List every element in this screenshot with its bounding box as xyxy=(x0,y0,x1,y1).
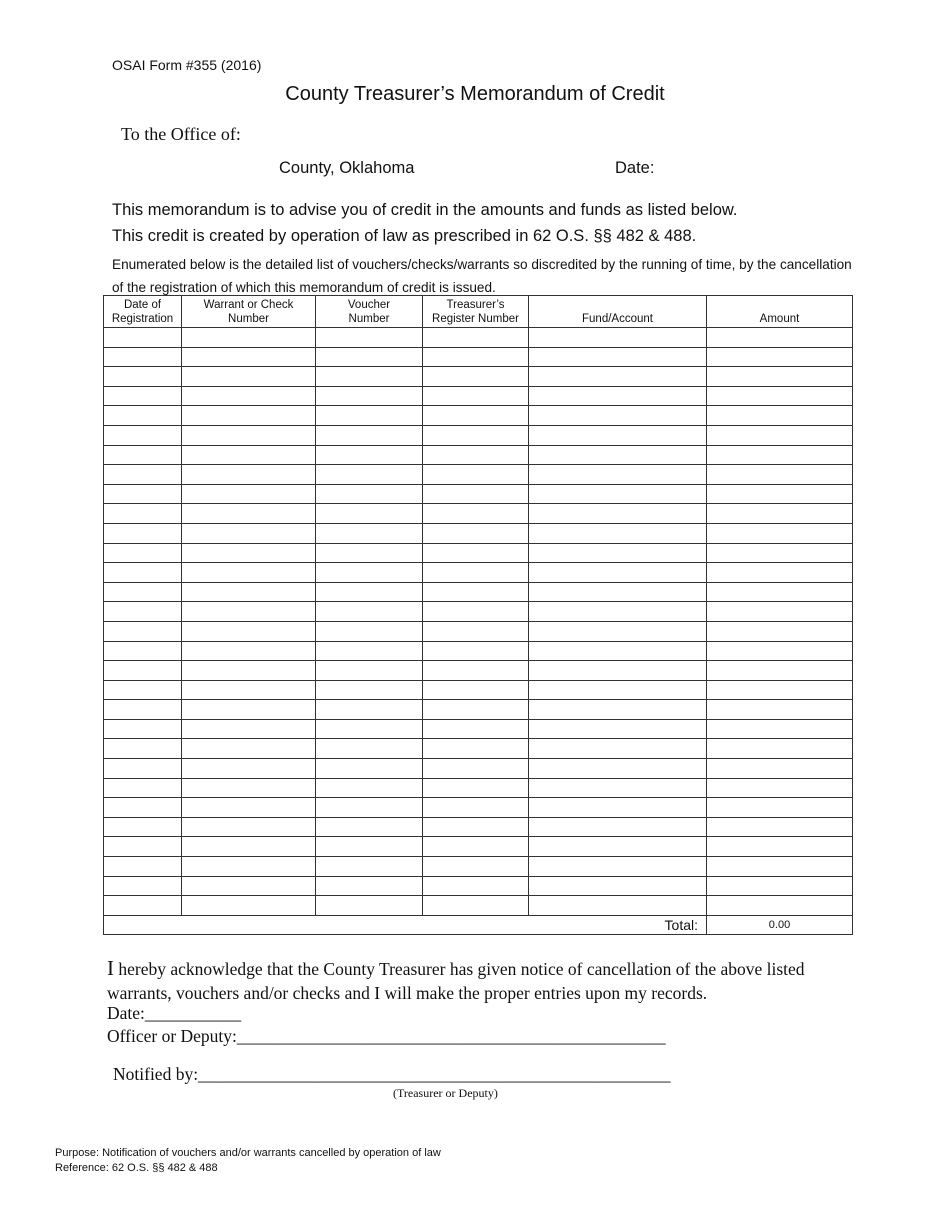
voucher-cell[interactable] xyxy=(316,425,423,445)
table-row xyxy=(104,465,853,485)
amount-cell[interactable] xyxy=(707,817,853,837)
date-cell[interactable] xyxy=(104,680,182,700)
table-row xyxy=(104,778,853,798)
amount-cell[interactable] xyxy=(707,445,853,465)
voucher-cell[interactable] xyxy=(316,445,423,465)
office-label: To the Office of: xyxy=(121,124,241,144)
intro-line-1: This memorandum is to advise you of credit in the amounts and funds as listed below. xyxy=(112,201,738,219)
register-cell[interactable] xyxy=(423,641,529,661)
date-cell[interactable] xyxy=(104,406,182,426)
voucher-cell[interactable] xyxy=(316,837,423,857)
voucher-cell[interactable] xyxy=(316,406,423,426)
intro-line-3: Enumerated below is the detailed list of vouchers/checks/warrants so discredited by the running of time, by the cancellation of the registration of which this memorandum of credit is issued. xyxy=(112,257,852,295)
voucher-cell[interactable] xyxy=(316,641,423,661)
amount-cell[interactable] xyxy=(707,563,853,583)
amount-cell[interactable] xyxy=(707,876,853,896)
date-cell[interactable] xyxy=(104,484,182,504)
warrant-cell[interactable] xyxy=(182,347,316,367)
date-cell[interactable] xyxy=(104,425,182,445)
column-header-line: Date of xyxy=(123,299,162,311)
fund-cell[interactable] xyxy=(529,563,707,583)
amount-cell[interactable] xyxy=(707,328,853,348)
warrant-cell[interactable] xyxy=(182,857,316,877)
voucher-cell[interactable] xyxy=(316,719,423,739)
amount-cell[interactable] xyxy=(707,465,853,485)
table-row xyxy=(104,857,853,877)
date-cell[interactable] xyxy=(104,523,182,543)
warrant-cell[interactable] xyxy=(182,465,316,485)
date-cell[interactable] xyxy=(104,621,182,641)
voucher-cell[interactable] xyxy=(316,759,423,779)
fund-cell[interactable] xyxy=(529,700,707,720)
warrant-cell[interactable] xyxy=(182,719,316,739)
table-row xyxy=(104,759,853,779)
table-row xyxy=(104,445,853,465)
date-cell[interactable] xyxy=(104,347,182,367)
voucher-cell[interactable] xyxy=(316,798,423,818)
table-header-row xyxy=(104,296,853,328)
fund-cell[interactable] xyxy=(529,504,707,524)
voucher-cell[interactable] xyxy=(316,857,423,877)
register-cell[interactable] xyxy=(423,602,529,622)
register-cell[interactable] xyxy=(423,386,529,406)
fund-cell[interactable] xyxy=(529,876,707,896)
register-cell[interactable] xyxy=(423,837,529,857)
table-row xyxy=(104,406,853,426)
voucher-cell[interactable] xyxy=(316,504,423,524)
date-cell[interactable] xyxy=(104,543,182,563)
warrant-cell[interactable] xyxy=(182,876,316,896)
table-row xyxy=(104,837,853,857)
warrant-cell[interactable] xyxy=(182,700,316,720)
warrant-cell[interactable] xyxy=(182,680,316,700)
table-row xyxy=(104,817,853,837)
total-value: 0.00 xyxy=(707,915,853,934)
table-row xyxy=(104,504,853,524)
date-cell[interactable] xyxy=(104,719,182,739)
footer-reference: Reference: 62 O.S. §§ 482 & 488 xyxy=(55,1162,218,1174)
warrant-cell[interactable] xyxy=(182,543,316,563)
column-header-warrant xyxy=(182,296,316,328)
register-cell[interactable] xyxy=(423,367,529,387)
voucher-cell[interactable] xyxy=(316,896,423,916)
register-cell[interactable] xyxy=(423,504,529,524)
fund-cell[interactable] xyxy=(529,367,707,387)
voucher-cell[interactable] xyxy=(316,739,423,759)
warrant-cell[interactable] xyxy=(182,837,316,857)
date-cell[interactable] xyxy=(104,445,182,465)
column-header-line: Number xyxy=(228,313,269,325)
table-row xyxy=(104,347,853,367)
date-cell[interactable] xyxy=(104,602,182,622)
date-cell[interactable] xyxy=(104,328,182,348)
voucher-cell[interactable] xyxy=(316,543,423,563)
notified-by-field[interactable]: Notified by:______________________________________________________ xyxy=(113,1064,671,1084)
register-cell[interactable] xyxy=(423,406,529,426)
voucher-cell[interactable] xyxy=(316,465,423,485)
acknowledgement-initial: I xyxy=(107,956,114,980)
date-cell[interactable] xyxy=(104,896,182,916)
date-cell[interactable] xyxy=(104,739,182,759)
voucher-cell[interactable] xyxy=(316,778,423,798)
voucher-cell[interactable] xyxy=(316,876,423,896)
table-row xyxy=(104,739,853,759)
amount-cell[interactable] xyxy=(707,739,853,759)
fund-cell[interactable] xyxy=(529,602,707,622)
warrant-cell[interactable] xyxy=(182,817,316,837)
table-row xyxy=(104,876,853,896)
date-cell[interactable] xyxy=(104,582,182,602)
register-cell[interactable] xyxy=(423,857,529,877)
register-cell[interactable] xyxy=(423,347,529,367)
register-cell[interactable] xyxy=(423,896,529,916)
date-cell[interactable] xyxy=(104,386,182,406)
amount-cell[interactable] xyxy=(707,798,853,818)
warrant-cell[interactable] xyxy=(182,896,316,916)
date-cell[interactable] xyxy=(104,837,182,857)
warrant-cell[interactable] xyxy=(182,621,316,641)
warrant-cell[interactable] xyxy=(182,328,316,348)
voucher-cell[interactable] xyxy=(316,817,423,837)
county-label: County, Oklahoma xyxy=(279,159,415,177)
table-row xyxy=(104,563,853,583)
fund-cell[interactable] xyxy=(529,465,707,485)
officer-signature-field[interactable]: Officer or Deputy:_________________________________________________ xyxy=(107,1026,666,1046)
warrant-cell[interactable] xyxy=(182,739,316,759)
amount-cell[interactable] xyxy=(707,896,853,916)
fund-cell[interactable] xyxy=(529,484,707,504)
date-cell[interactable] xyxy=(104,876,182,896)
fund-cell[interactable] xyxy=(529,661,707,681)
amount-cell[interactable] xyxy=(707,621,853,641)
table-row xyxy=(104,367,853,387)
acknowledgement-text xyxy=(107,956,867,1005)
fund-cell[interactable] xyxy=(529,680,707,700)
register-cell[interactable] xyxy=(423,484,529,504)
table-row xyxy=(104,641,853,661)
fund-cell[interactable] xyxy=(529,425,707,445)
fund-cell[interactable] xyxy=(529,347,707,367)
amount-cell[interactable] xyxy=(707,347,853,367)
column-header-amount xyxy=(707,296,853,328)
amount-cell[interactable] xyxy=(707,386,853,406)
table-row xyxy=(104,386,853,406)
column-header-fund xyxy=(529,296,707,328)
table-row xyxy=(104,582,853,602)
warrant-cell[interactable] xyxy=(182,386,316,406)
table-row xyxy=(104,484,853,504)
warrant-cell[interactable] xyxy=(182,563,316,583)
column-header-line: Registration xyxy=(111,313,174,325)
date-cell[interactable] xyxy=(104,465,182,485)
voucher-cell[interactable] xyxy=(316,621,423,641)
warrant-cell[interactable] xyxy=(182,425,316,445)
fund-cell[interactable] xyxy=(529,857,707,877)
date-cell[interactable] xyxy=(104,367,182,387)
voucher-cell[interactable] xyxy=(316,563,423,583)
fund-cell[interactable] xyxy=(529,543,707,563)
ledger-table xyxy=(103,295,853,935)
register-cell[interactable] xyxy=(423,582,529,602)
voucher-cell[interactable] xyxy=(316,328,423,348)
date-cell[interactable] xyxy=(104,563,182,583)
fund-cell[interactable] xyxy=(529,778,707,798)
fund-cell[interactable] xyxy=(529,406,707,426)
amount-cell[interactable] xyxy=(707,425,853,445)
fund-cell[interactable] xyxy=(529,386,707,406)
amount-cell[interactable] xyxy=(707,778,853,798)
warrant-cell[interactable] xyxy=(182,641,316,661)
form-id: OSAI Form #355 (2016) xyxy=(112,57,262,73)
amount-cell[interactable] xyxy=(707,582,853,602)
fund-cell[interactable] xyxy=(529,621,707,641)
amount-cell[interactable] xyxy=(707,543,853,563)
register-cell[interactable] xyxy=(423,425,529,445)
column-header-line: Fund/Account xyxy=(582,313,653,325)
amount-cell[interactable] xyxy=(707,857,853,877)
total-row xyxy=(104,915,853,934)
table-row xyxy=(104,621,853,641)
register-cell[interactable] xyxy=(423,621,529,641)
column-header-line: Amount xyxy=(759,313,800,325)
voucher-cell[interactable] xyxy=(316,680,423,700)
amount-cell[interactable] xyxy=(707,484,853,504)
column-header-register xyxy=(423,296,529,328)
date-cell[interactable] xyxy=(104,778,182,798)
register-cell[interactable] xyxy=(423,445,529,465)
amount-cell[interactable] xyxy=(707,406,853,426)
voucher-cell[interactable] xyxy=(316,582,423,602)
date-cell[interactable] xyxy=(104,817,182,837)
voucher-cell[interactable] xyxy=(316,602,423,622)
fund-cell[interactable] xyxy=(529,523,707,543)
amount-cell[interactable] xyxy=(707,602,853,622)
table-row xyxy=(104,661,853,681)
fund-cell[interactable] xyxy=(529,719,707,739)
register-cell[interactable] xyxy=(423,661,529,681)
voucher-cell[interactable] xyxy=(316,700,423,720)
table-row xyxy=(104,700,853,720)
warrant-cell[interactable] xyxy=(182,778,316,798)
date-cell[interactable] xyxy=(104,798,182,818)
table-row xyxy=(104,328,853,348)
column-header-line: Number xyxy=(348,313,390,325)
table-row xyxy=(104,602,853,622)
amount-cell[interactable] xyxy=(707,504,853,524)
date-cell[interactable] xyxy=(104,759,182,779)
warrant-cell[interactable] xyxy=(182,582,316,602)
total-label: Total: xyxy=(104,915,707,934)
amount-cell[interactable] xyxy=(707,661,853,681)
date-cell[interactable] xyxy=(104,857,182,877)
voucher-cell[interactable] xyxy=(316,367,423,387)
fund-cell[interactable] xyxy=(529,328,707,348)
register-cell[interactable] xyxy=(423,817,529,837)
column-header-line: Register Number xyxy=(432,313,519,325)
table-row xyxy=(104,896,853,916)
warrant-cell[interactable] xyxy=(182,367,316,387)
amount-cell[interactable] xyxy=(707,700,853,720)
fund-cell[interactable] xyxy=(529,817,707,837)
table-row xyxy=(104,719,853,739)
fund-cell[interactable] xyxy=(529,739,707,759)
warrant-cell[interactable] xyxy=(182,798,316,818)
amount-cell[interactable] xyxy=(707,367,853,387)
fund-cell[interactable] xyxy=(529,641,707,661)
amount-cell[interactable] xyxy=(707,837,853,857)
table-row xyxy=(104,425,853,445)
voucher-cell[interactable] xyxy=(316,484,423,504)
amount-cell[interactable] xyxy=(707,719,853,739)
date-cell[interactable] xyxy=(104,504,182,524)
warrant-cell[interactable] xyxy=(182,759,316,779)
date-cell[interactable] xyxy=(104,641,182,661)
column-header-line: Voucher xyxy=(347,299,391,311)
voucher-cell[interactable] xyxy=(316,347,423,367)
table-row xyxy=(104,680,853,700)
amount-cell[interactable] xyxy=(707,641,853,661)
warrant-cell[interactable] xyxy=(182,523,316,543)
register-cell[interactable] xyxy=(423,759,529,779)
warrant-cell[interactable] xyxy=(182,445,316,465)
column-header-date xyxy=(104,296,182,328)
register-cell[interactable] xyxy=(423,563,529,583)
fund-cell[interactable] xyxy=(529,837,707,857)
fund-cell[interactable] xyxy=(529,798,707,818)
warrant-cell[interactable] xyxy=(182,484,316,504)
warrant-cell[interactable] xyxy=(182,661,316,681)
footer-purpose: Purpose: Notification of vouchers and/or warrants cancelled by operation of law xyxy=(55,1147,441,1159)
page-title: County Treasurer’s Memorandum of Credit xyxy=(285,83,665,105)
register-cell[interactable] xyxy=(423,465,529,485)
register-cell[interactable] xyxy=(423,543,529,563)
register-cell[interactable] xyxy=(423,719,529,739)
date-cell[interactable] xyxy=(104,661,182,681)
register-cell[interactable] xyxy=(423,876,529,896)
column-header-line: Treasurer’s xyxy=(446,299,505,311)
fund-cell[interactable] xyxy=(529,759,707,779)
amount-cell[interactable] xyxy=(707,680,853,700)
date-label: Date: xyxy=(615,159,655,177)
register-cell[interactable] xyxy=(423,680,529,700)
date-cell[interactable] xyxy=(104,700,182,720)
acknowledgement-body: hereby acknowledge that the County Treasurer has given notice of cancellation of the above listed warrants, vouchers and/or checks and I will make the proper entries upon my records. xyxy=(107,959,805,1003)
register-cell[interactable] xyxy=(423,328,529,348)
intro-line-2: This credit is created by operation of law as prescribed in 62 O.S. §§ 482 & 488. xyxy=(112,227,697,245)
amount-cell[interactable] xyxy=(707,523,853,543)
column-header-voucher xyxy=(316,296,423,328)
register-cell[interactable] xyxy=(423,700,529,720)
warrant-cell[interactable] xyxy=(182,504,316,524)
voucher-cell[interactable] xyxy=(316,386,423,406)
register-cell[interactable] xyxy=(423,778,529,798)
fund-cell[interactable] xyxy=(529,445,707,465)
register-cell[interactable] xyxy=(423,523,529,543)
signature-date-field[interactable]: Date:___________ xyxy=(107,1003,242,1023)
table-row xyxy=(104,523,853,543)
table-row xyxy=(104,798,853,818)
treasurer-caption: (Treasurer or Deputy) xyxy=(393,1086,498,1100)
warrant-cell[interactable] xyxy=(182,406,316,426)
amount-cell[interactable] xyxy=(707,759,853,779)
table-row xyxy=(104,543,853,563)
voucher-cell[interactable] xyxy=(316,523,423,543)
fund-cell[interactable] xyxy=(529,896,707,916)
fund-cell[interactable] xyxy=(529,582,707,602)
column-header-line: Warrant or Check xyxy=(203,299,294,311)
warrant-cell[interactable] xyxy=(182,602,316,622)
register-cell[interactable] xyxy=(423,798,529,818)
register-cell[interactable] xyxy=(423,739,529,759)
voucher-cell[interactable] xyxy=(316,661,423,681)
